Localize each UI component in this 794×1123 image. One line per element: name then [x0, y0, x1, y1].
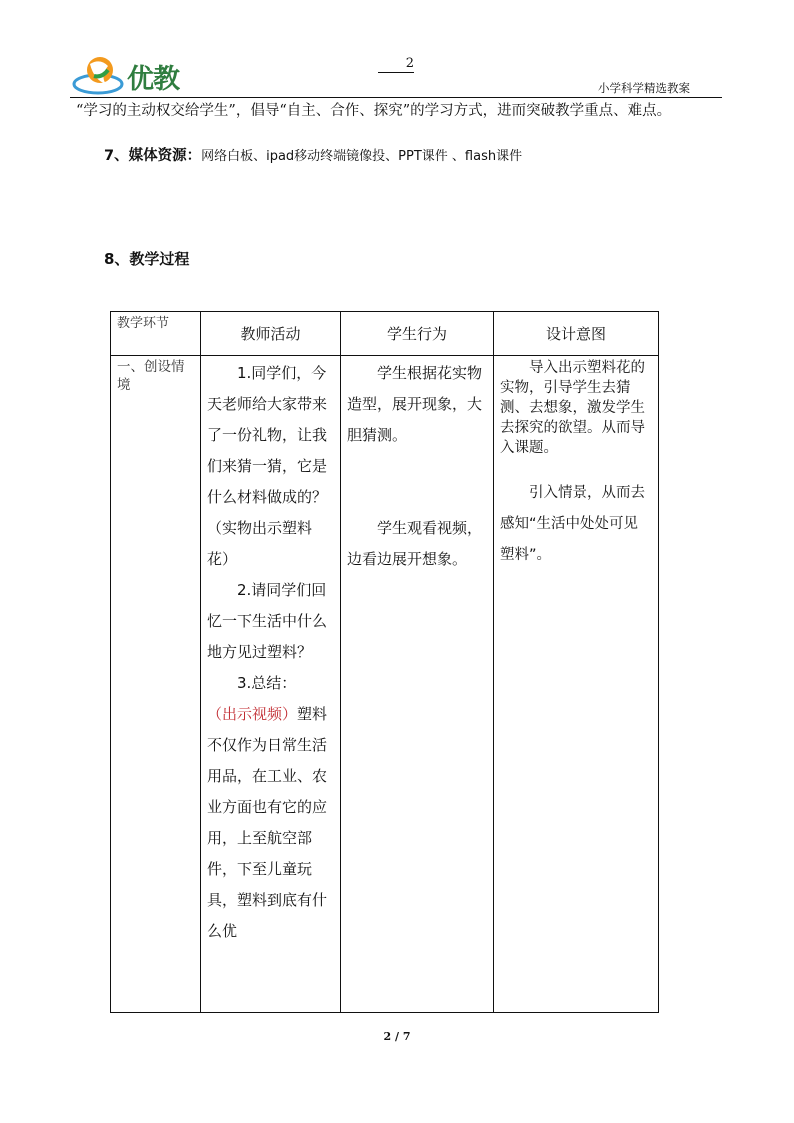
design-intent-1: 导入出示塑料花的实物，引导学生去猜测、去想象，激发学生去探究的欲望。从而导入课题。 — [500, 360, 645, 456]
design-intent-cell — [494, 356, 659, 1013]
student-behavior-1: 学生根据花实物造型，展开现象，大胆猜测。 — [347, 364, 483, 444]
table-header-row — [111, 312, 659, 356]
footer-page-number: 2 / 7 — [383, 1030, 411, 1043]
header-divider — [70, 97, 722, 98]
teacher-activity-cell — [201, 356, 341, 1013]
header-section: 教学环节 — [111, 312, 201, 356]
media-value: 网络白板、ipad移动终端镜像投、PPT课件 、flash课件 — [201, 149, 523, 164]
student-behavior-cell — [341, 356, 494, 1013]
header-title: 小学科学精选教案 — [598, 81, 690, 95]
section-cell: 一、创设情境 — [111, 356, 201, 1013]
design-intent-2: 引入情景，从而去感知“生活中处处可见塑料”。 — [500, 485, 645, 563]
table-row — [111, 356, 659, 1013]
process-title: 8、教学过程 — [104, 250, 190, 268]
teacher-step-1-note: （实物出示塑料花） — [207, 519, 313, 568]
header-teacher: 教师活动 — [201, 312, 341, 356]
teacher-step-2: 2.请同学们回忆一下生活中什么地方见过塑料？ — [207, 581, 328, 661]
media-resources — [104, 144, 522, 165]
lesson-plan-table — [110, 311, 659, 1013]
video-note: （出示视频） — [207, 705, 298, 723]
header-page-number: 2 — [378, 56, 414, 73]
teacher-step-1: 1.同学们，今天老师给大家带来了一份礼物，让我们来猜一猜，它是什么材料做成的？ — [207, 364, 328, 506]
logo-text: 优教 — [127, 64, 179, 95]
teacher-step-3: 3.总结： — [237, 674, 297, 692]
process-heading — [104, 248, 189, 269]
media-label: 7、媒体资源： — [104, 148, 202, 164]
header-design: 设计意图 — [494, 312, 659, 356]
header-student: 学生行为 — [341, 312, 494, 356]
teacher-step-3-text: 塑料不仅作为日常生活用品，在工业、农业方面也有它的应用，上至航空部件，下至儿童玩具，塑料到底有什么优 — [207, 705, 328, 940]
student-behavior-2: 学生观看视频，边看边展开想象。 — [347, 519, 483, 568]
intro-paragraph: “学习的主动权交给学生”，倡导“自主、合作、探究”的学习方式，进而突破教学重点、难点。 — [76, 103, 672, 119]
